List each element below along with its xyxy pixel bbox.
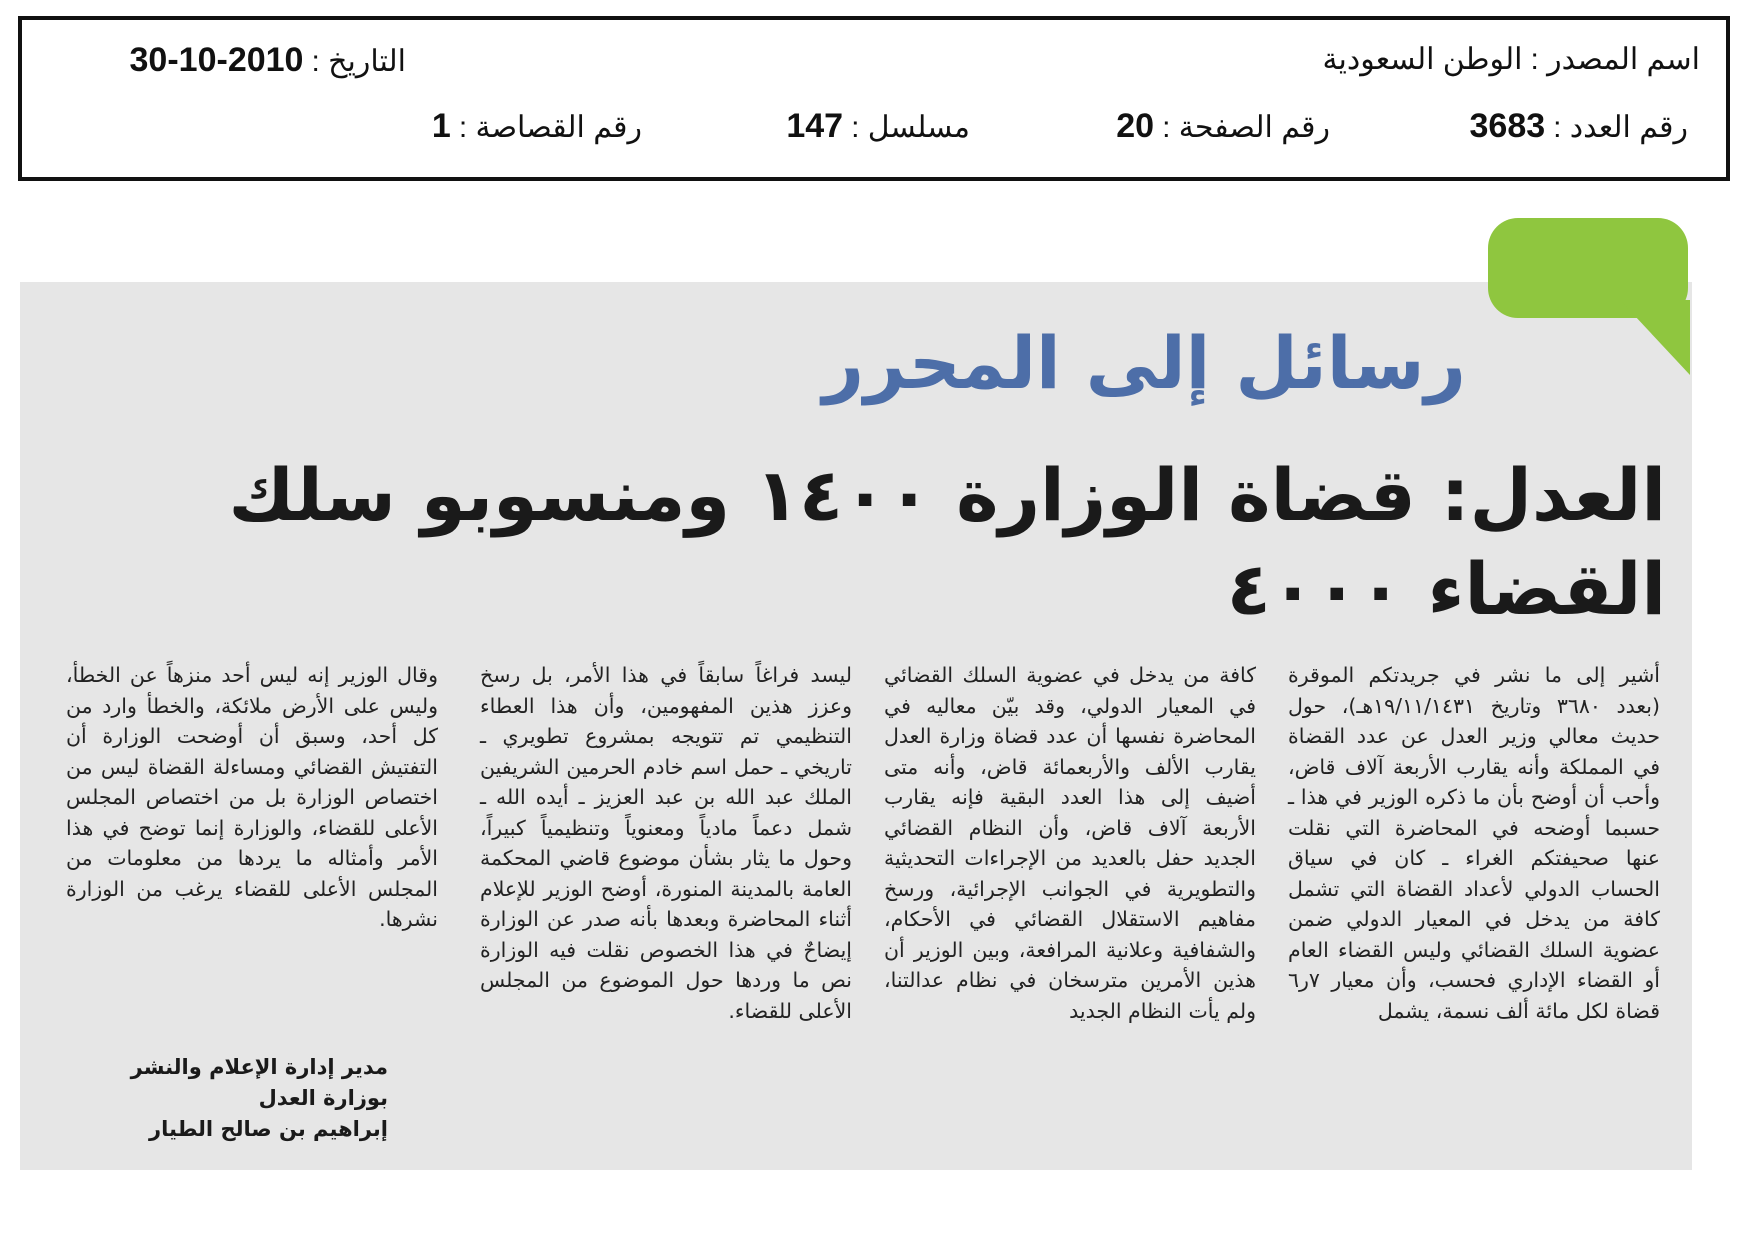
signature-title: مدير إدارة الإعلام والنشر xyxy=(130,1055,388,1079)
signature-author-name: إبراهيم بن صالح الطيار xyxy=(149,1117,388,1141)
page-field xyxy=(1116,106,1330,148)
source-value: الوطن السعودية xyxy=(1322,43,1523,76)
source-field xyxy=(1322,40,1700,80)
issue-field xyxy=(1470,106,1689,148)
serial-field xyxy=(786,106,970,148)
date-value: 2010-10-30 xyxy=(129,41,304,79)
source-label: اسم المصدر : xyxy=(1530,43,1700,76)
serial-value: 147 xyxy=(786,107,844,145)
serial-label: مسلسل : xyxy=(851,111,970,144)
article-column-1 xyxy=(1288,660,1660,1026)
column-4-text: وقال الوزير إنه ليس أحد منزهاً عن الخطأ، وليس على الأرض ملائكة، والخطأ وارد من كل أحد، وسبق أن أوضحت الوزارة أن التفتيش القضائي ومساءلة القضاة ليس من اختصاص الوزارة بل من اختصاص المجلس الأعلى للقضاء، والوزارة إنما توضح في هذا الأمر وأمثاله ما يردها من معلومات من المجلس الأعلى للقضاء يرغب من الوزارة نشرها. xyxy=(66,663,438,931)
signature-ministry: بوزارة العدل xyxy=(258,1086,388,1110)
clipping-metadata-box xyxy=(18,16,1730,181)
date-field xyxy=(130,40,407,82)
author-signature xyxy=(131,1052,388,1145)
article-column-4 xyxy=(66,660,438,935)
section-title: رسائل إلى المحرر xyxy=(822,321,1466,405)
page-value: 20 xyxy=(1116,107,1155,145)
article-column-3 xyxy=(480,660,852,1026)
issue-value: 3683 xyxy=(1469,107,1546,145)
clipping-number-label: رقم القصاصة : xyxy=(458,111,642,144)
column-3-text: ليسد فراغاً سابقاً في هذا الأمر، بل رسخ وعزز هذين المفهومين، وأن هذا العطاء التنظيمي تم تتويجه بمشروع تطويري ـ تاريخي ـ حمل اسم خادم الحرمين الشريفين الملك عبد الله بن عبد العزيز ـ أيده الله ـ شمل دعماً مادياً ومعنوياً وتنظيمياً كبيراً، وحول ما يثار بشأن موضوع قاضي المحكمة العامة بالمدينة المنورة، أوضح الوزير للإعلام أثناء المحاضرة وبعدها بأنه صدر عن الوزارة إيضاحٌ في هذا الخصوص نقلت فيه الوزارة نص ما وردها حول الموضوع من المجلس الأعلى للقضاء. xyxy=(480,663,852,1023)
speech-bubble-tail xyxy=(1620,300,1690,375)
column-2-text: كافة من يدخل في عضوية السلك القضائي في المعيار الدولي، وقد بيّن معاليه في المحاضرة نفسها أن عدد قضاة وزارة العدل يقارب الألف والأربعمائة قاض، وأنه متى أضيف إلى هذا العدد البقية فإنه يقارب الأربعة آلاف قاض، وأن النظام القضائي الجديد حفل بالعديد من الإجراءات التحديثية والتطويرية في الجوانب الإجرائية، ورسخ مفاهيم الاستقلال القضائي في الأحكام، والشفافية وعلانية المرافعة، وبين الوزير أن هذين الأمرين مترسخان في نظام عدالتنا، ولم يأت النظام الجديد xyxy=(884,663,1256,1023)
column-1-text: أشير إلى ما نشر في جريدتكم الموقرة (بعدد ٣٦٨٠ وتاريخ ١٩/١١/١٤٣١هـ)، حول حديث معالي وزير العدل عن عدد القضاة في المملكة وأنه يقارب الأربعة آلاف قاض، وأحب أن أوضح بأن ما ذكره الوزير في هذا ـ حسبما أوضحه في المحاضرة التي نقلت عنها صحيفتكم الغراء ـ كان في سياق الحساب الدولي لأعداد القضاة التي تشمل كافة من يدخل في المعيار الدولي ضمن عضوية السلك القضائي وليس القضاء العام أو القضاء الإداري فحسب، وأن معيار ٧ر٦ قضاة لكل مائة ألف نسمة، يشمل xyxy=(1288,663,1660,1023)
clipping-number-value: 1 xyxy=(431,107,451,145)
article-column-2 xyxy=(884,660,1256,1026)
page-label: رقم الصفحة : xyxy=(1162,111,1330,144)
article-headline: العدل: قضاة الوزارة ١٤٠٠ ومنسوبو سلك القضاء ٤٠٠٠ xyxy=(228,453,1666,631)
clipping-number-field xyxy=(432,106,642,148)
date-label: التاريخ : xyxy=(311,45,406,78)
issue-label: رقم العدد : xyxy=(1553,111,1688,144)
